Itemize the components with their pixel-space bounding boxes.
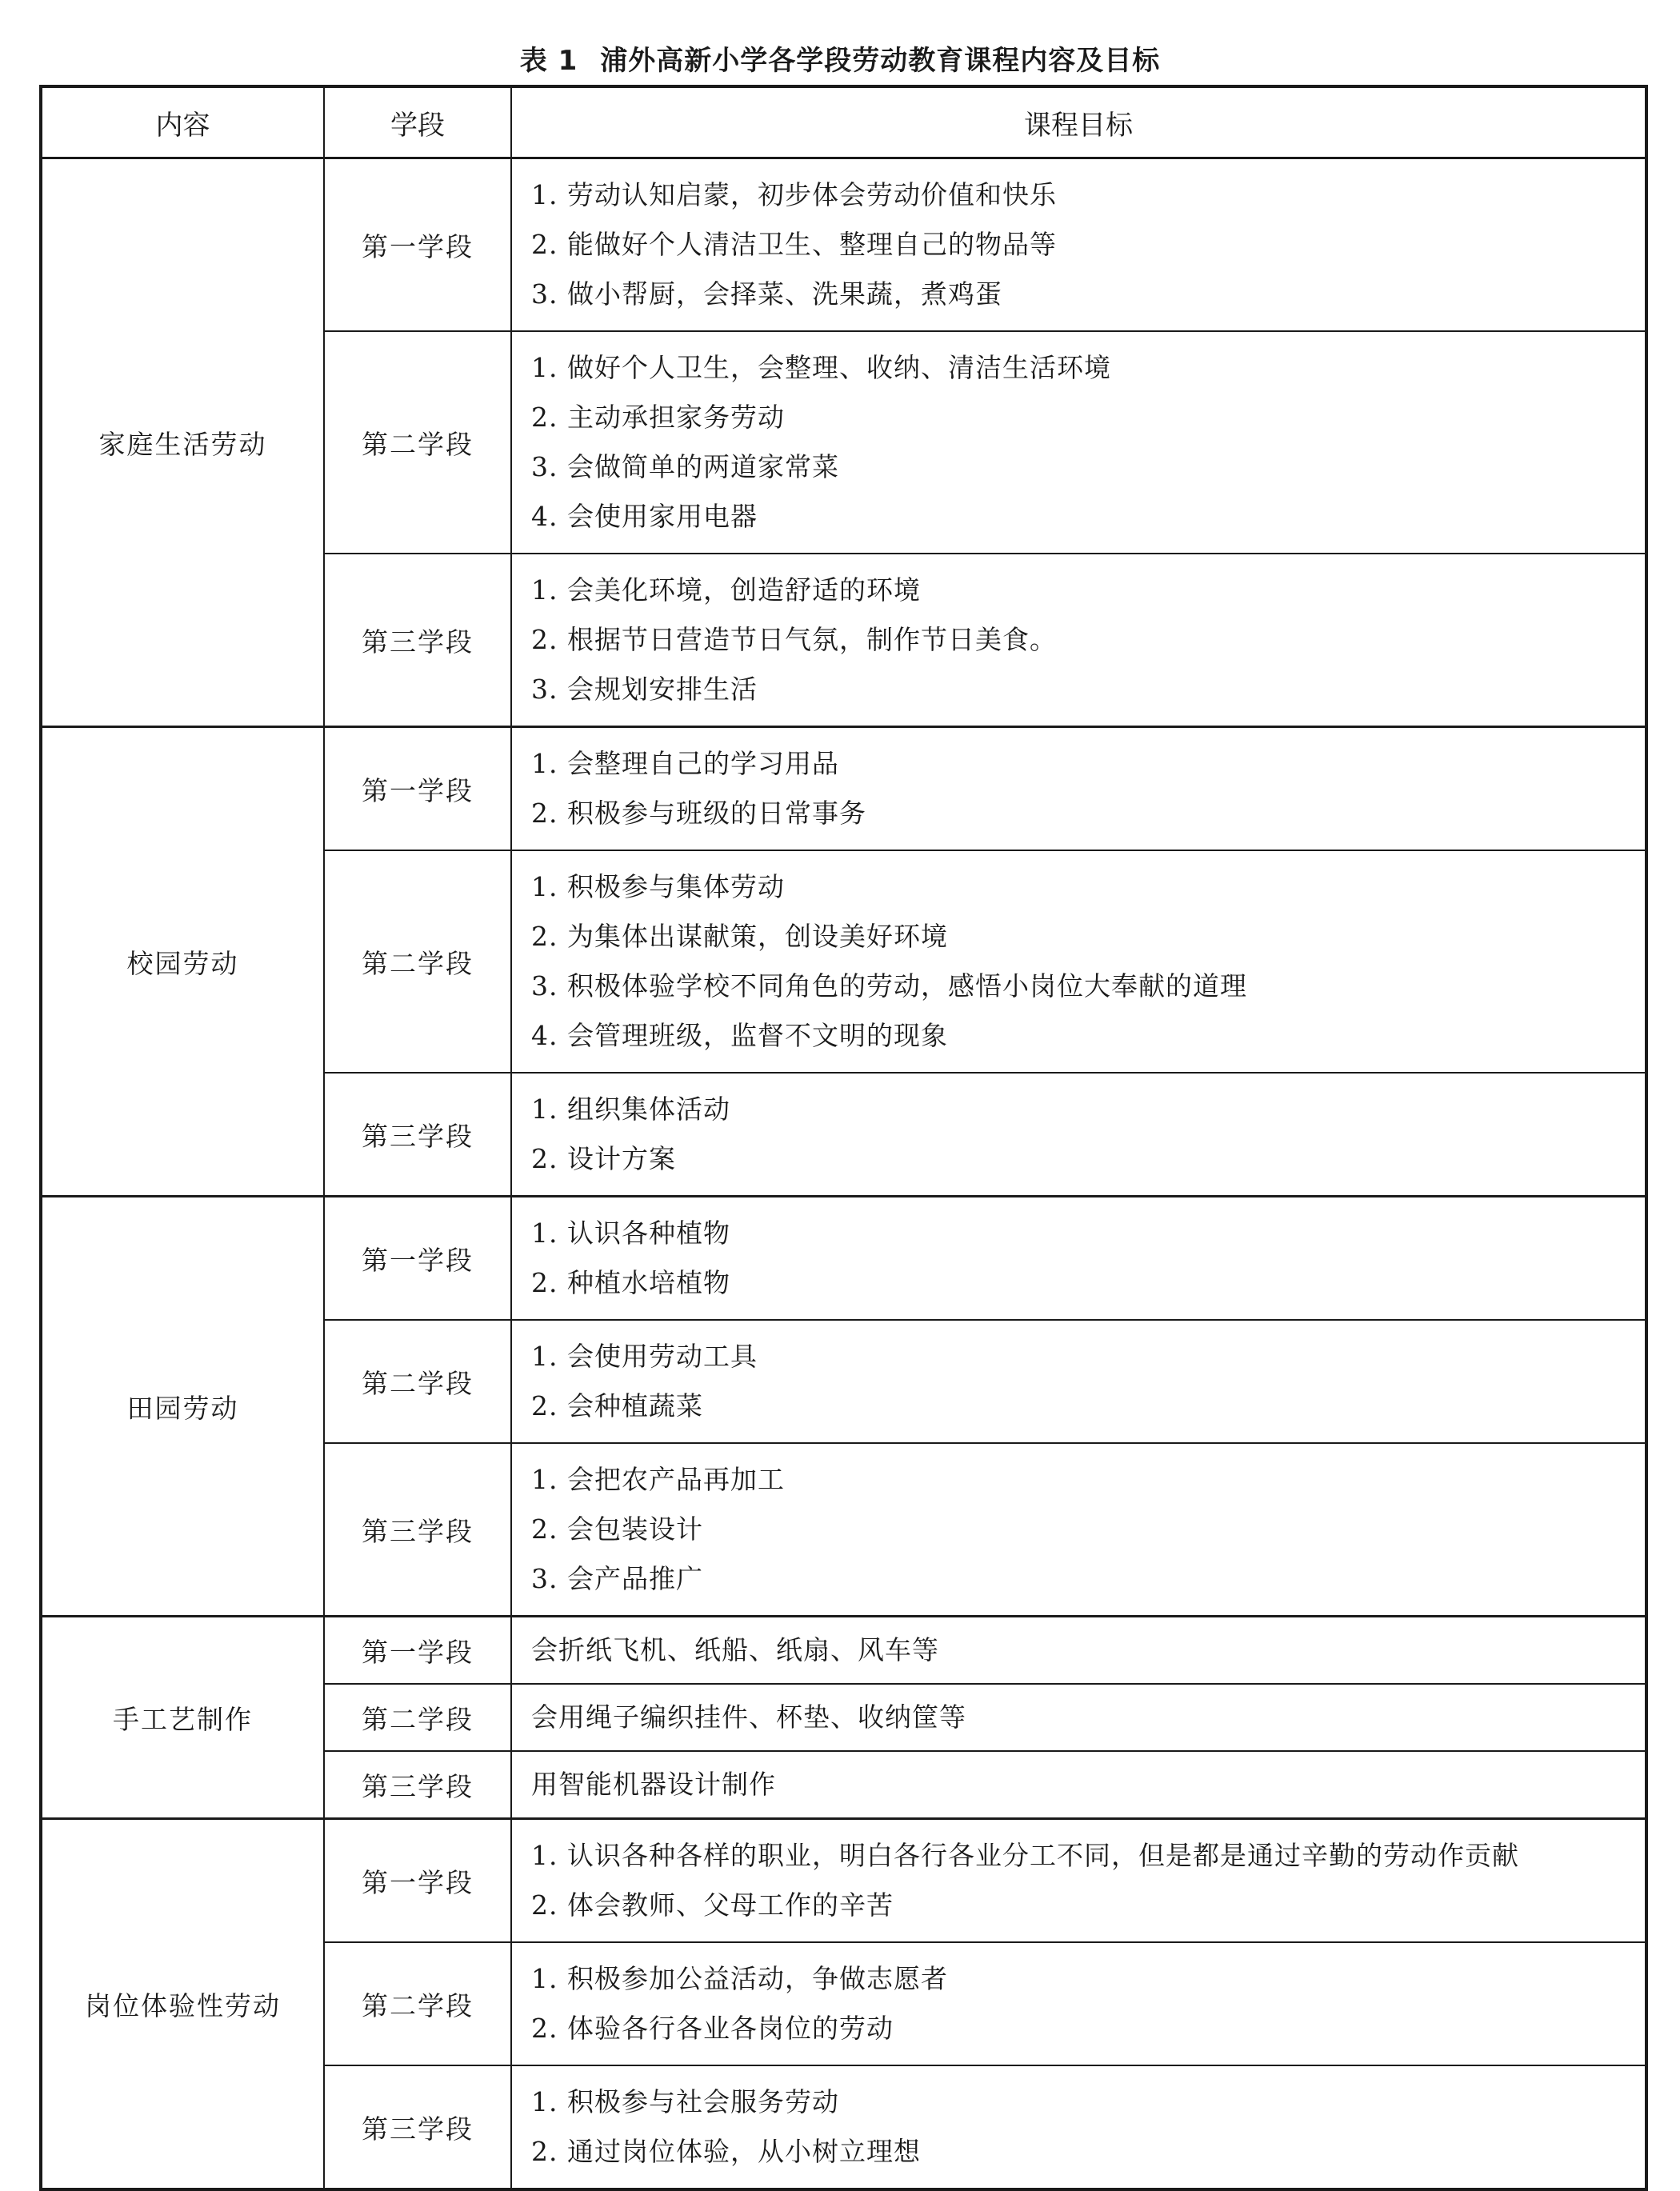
table-number: 表 1 — [519, 45, 578, 77]
stage-cell: 第三学段 — [324, 1751, 511, 1819]
goal-item: 2. 种植水培植物 — [531, 1267, 730, 1298]
goals-cell — [511, 1751, 1646, 1819]
goal-item: 1. 积极参加公益活动，争做志愿者 — [531, 1963, 948, 1994]
stage-cell: 第一学段 — [324, 727, 511, 851]
content-category-cell: 校园劳动 — [41, 727, 324, 1197]
stage-cell: 第二学段 — [324, 1320, 511, 1443]
goal-item: 3. 会规划安排生活 — [531, 674, 758, 705]
goal-item: 2. 为集体出谋献策，创设美好环境 — [531, 921, 948, 952]
content-category-cell: 家庭生活劳动 — [41, 158, 324, 727]
goal-item: 会折纸飞机、纸船、纸扇、风车等 — [531, 1634, 939, 1665]
goal-item: 1. 会美化环境，创造舒适的环境 — [531, 574, 921, 606]
table-caption — [0, 38, 1680, 78]
table-body — [41, 158, 1646, 2190]
goal-item: 1. 会把农产品再加工 — [531, 1464, 785, 1495]
header-row — [41, 86, 1646, 158]
goals-cell — [511, 2065, 1646, 2189]
goal-item: 3. 积极体验学校不同角色的劳动，感悟小岗位大奉献的道理 — [531, 970, 1247, 1002]
goal-item: 4. 会使用家用电器 — [531, 501, 758, 532]
goal-item: 2. 会包装设计 — [531, 1513, 703, 1545]
goals-cell — [511, 1443, 1646, 1617]
goal-item: 2. 体会教师、父母工作的辛苦 — [531, 1889, 894, 1921]
goal-item: 用智能机器设计制作 — [531, 1769, 776, 1800]
header-content: 内容 — [41, 86, 324, 158]
stage-cell: 第二学段 — [324, 1942, 511, 2065]
stage-cell: 第二学段 — [324, 331, 511, 554]
stage-cell: 第一学段 — [324, 1617, 511, 1685]
stage-cell: 第三学段 — [324, 554, 511, 727]
goals-cell — [511, 727, 1646, 851]
goal-item: 1. 认识各种植物 — [531, 1217, 730, 1249]
stage-cell: 第二学段 — [324, 850, 511, 1073]
goals-cell — [511, 1073, 1646, 1197]
table-row — [41, 1197, 1646, 1321]
stage-cell: 第一学段 — [324, 158, 511, 332]
goals-cell — [511, 331, 1646, 554]
goals-cell — [511, 1197, 1646, 1321]
goals-cell — [511, 1617, 1646, 1685]
goal-item: 4. 会管理班级，监督不文明的现象 — [531, 1020, 948, 1051]
goals-cell — [511, 1684, 1646, 1751]
stage-cell: 第一学段 — [324, 1819, 511, 1943]
goals-cell — [511, 554, 1646, 727]
goal-item: 1. 认识各种各样的职业，明白各行各业分工不同，但是都是通过辛勤的劳动作贡献 — [531, 1840, 1519, 1871]
stage-cell: 第三学段 — [324, 1073, 511, 1197]
goal-item: 3. 会产品推广 — [531, 1563, 703, 1594]
goal-item: 2. 会种植蔬菜 — [531, 1390, 703, 1421]
goal-item: 会用绳子编织挂件、杯垫、收纳筐等 — [531, 1701, 966, 1733]
goal-item: 2. 通过岗位体验，从小树立理想 — [531, 2136, 921, 2167]
goal-item: 2. 设计方案 — [531, 1143, 676, 1174]
stage-cell: 第二学段 — [324, 1684, 511, 1751]
goal-item: 2. 主动承担家务劳动 — [531, 402, 785, 433]
table-row — [41, 727, 1646, 851]
goal-item: 1. 劳动认知启蒙，初步体会劳动价值和快乐 — [531, 179, 1057, 210]
goals-cell — [511, 850, 1646, 1073]
table-title: 浦外高新小学各学段劳动教育课程内容及目标 — [600, 45, 1161, 77]
goal-item: 3. 会做简单的两道家常菜 — [531, 451, 839, 482]
table-row — [41, 1617, 1646, 1685]
goal-item: 2. 能做好个人清洁卫生、整理自己的物品等 — [531, 229, 1057, 260]
goals-cell — [511, 1819, 1646, 1943]
table-row — [41, 1819, 1646, 1943]
course-table-container — [39, 85, 1645, 2191]
stage-cell: 第三学段 — [324, 2065, 511, 2189]
stage-cell: 第一学段 — [324, 1197, 511, 1321]
goal-item: 3. 做小帮厨，会择菜、洗果蔬，煮鸡蛋 — [531, 278, 1002, 310]
goals-cell — [511, 1942, 1646, 2065]
table-row — [41, 158, 1646, 332]
header-goals: 课程目标 — [511, 86, 1646, 158]
goal-item: 1. 积极参与集体劳动 — [531, 871, 785, 902]
content-category-cell: 手工艺制作 — [41, 1617, 324, 1819]
goal-item: 2. 积极参与班级的日常事务 — [531, 798, 866, 829]
goal-item: 1. 会使用劳动工具 — [531, 1341, 758, 1372]
goals-cell — [511, 158, 1646, 332]
goal-item: 1. 会整理自己的学习用品 — [531, 748, 839, 779]
goal-item: 2. 根据节日营造节日气氛，制作节日美食。 — [531, 624, 1057, 655]
content-category-cell: 田园劳动 — [41, 1197, 324, 1617]
goal-item: 2. 体验各行各业各岗位的劳动 — [531, 2013, 894, 2044]
stage-cell: 第三学段 — [324, 1443, 511, 1617]
course-table — [39, 85, 1648, 2191]
goals-cell — [511, 1320, 1646, 1443]
goal-item: 1. 积极参与社会服务劳动 — [531, 2086, 839, 2117]
goal-item: 1. 组织集体活动 — [531, 1094, 730, 1125]
content-category-cell: 岗位体验性劳动 — [41, 1819, 324, 2190]
header-stage: 学段 — [324, 86, 511, 158]
goal-item: 1. 做好个人卫生，会整理、收纳、清洁生活环境 — [531, 352, 1111, 383]
